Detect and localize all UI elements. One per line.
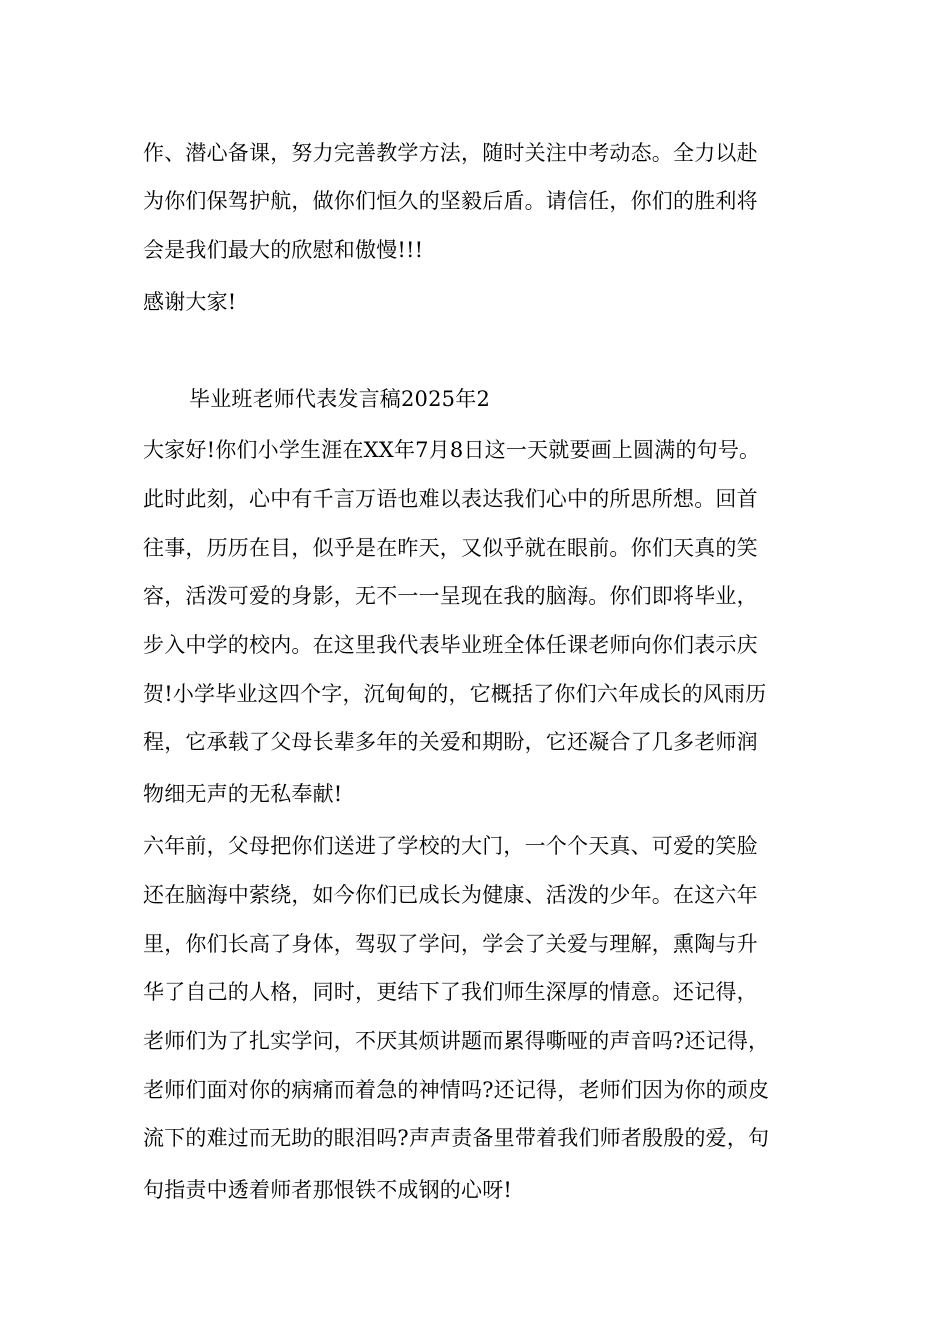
intro-line-2: 为你们保驾护航，做你们恒久的坚毅后盾。请信任，你们的胜利将 bbox=[143, 189, 758, 213]
paragraph1-line-5: 步入中学的校内。在这里我代表毕业班全体任课老师向你们表示庆 bbox=[143, 633, 758, 657]
document-title: 毕业班老师代表发言稿2025年2 bbox=[189, 387, 491, 411]
paragraph1-line-3: 往事，历历在目，似乎是在昨天，又似乎就在眼前。你们天真的笑 bbox=[143, 536, 758, 560]
paragraph2-line-2: 还在脑海中萦绕，如今你们已成长为健康、活泼的少年。在这六年 bbox=[143, 883, 758, 907]
paragraph2-line-3: 里，你们长高了身体，驾驭了学问，学会了关爱与理解，熏陶与升 bbox=[143, 932, 758, 956]
intro-line-1: 作、潜心备课，努力完善教学方法，随时关注中考动态。全力以赴 bbox=[143, 141, 758, 165]
paragraph2-line-8: 句指责中透着师者那恨铁不成钢的心呀! bbox=[143, 1178, 513, 1202]
closing-line: 感谢大家! bbox=[143, 290, 237, 314]
paragraph1-line-2: 此时此刻，心中有千言万语也难以表达我们心中的所思所想。回首 bbox=[143, 487, 758, 511]
paragraph2-line-4: 华了自己的人格，同时，更结下了我们师生深厚的情意。还记得， bbox=[143, 980, 758, 1004]
paragraph1-line-4: 容，活泼可爱的身影，无不一一呈现在我的脑海。你们即将毕业， bbox=[143, 584, 758, 608]
paragraph2-line-5: 老师们为了扎实学问，不厌其烦讲题而累得嘶哑的声音吗?还记得， bbox=[143, 1029, 770, 1053]
intro-line-3: 会是我们最大的欣慰和傲慢!!! bbox=[143, 238, 424, 262]
paragraph2-line-7: 流下的难过而无助的眼泪吗?声声责备里带着我们师者殷殷的爱，句 bbox=[143, 1126, 770, 1150]
paragraph1-line-8: 物细无声的无私奉献! bbox=[143, 782, 343, 806]
paragraph2-line-6: 老师们面对你的病痛而着急的神情吗?还记得，老师们因为你的顽皮 bbox=[143, 1078, 770, 1102]
paragraph1-line-7: 程，它承载了父母长辈多年的关爱和期盼，它还凝合了几多老师润 bbox=[143, 730, 758, 754]
paragraph1-line-1: 大家好!你们小学生涯在XX年7月8日这一天就要画上圆满的句号。 bbox=[143, 438, 761, 462]
paragraph2-line-1: 六年前，父母把你们送进了学校的大门，一个个天真、可爱的笑脸 bbox=[143, 834, 758, 858]
paragraph1-line-6: 贺!小学毕业这四个字，沉甸甸的，它概括了你们六年成长的风雨历 bbox=[143, 682, 767, 706]
